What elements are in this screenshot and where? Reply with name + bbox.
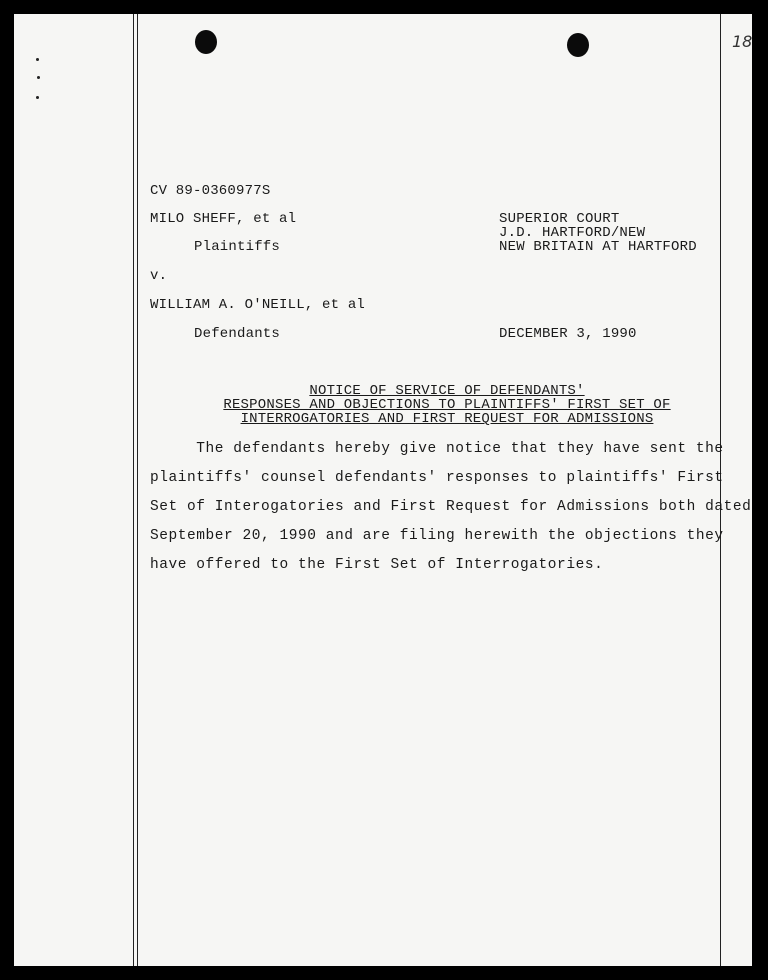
court-line-2: J.D. HARTFORD/NEW xyxy=(499,225,646,241)
defendant-name: WILLIAM A. O'NEILL, et al xyxy=(150,297,366,313)
plaintiff-name: MILO SHEFF, et al xyxy=(150,211,297,227)
left-margin-rule xyxy=(137,14,138,966)
defendant-role: Defendants xyxy=(194,326,281,342)
body-line: have offered to the First Set of Interrogatories. xyxy=(150,557,604,573)
plaintiff-role: Plaintiffs xyxy=(194,239,281,255)
body-line: September 20, 1990 and are filing herewith the objections they xyxy=(150,528,724,544)
court-line-3: NEW BRITAIN AT HARTFORD xyxy=(499,239,697,255)
left-margin-rule xyxy=(133,14,134,966)
body-line: The defendants hereby give notice that they have sent the xyxy=(150,441,724,457)
title-line-1: NOTICE OF SERVICE OF DEFENDANTS' xyxy=(309,383,585,399)
speck xyxy=(36,96,39,99)
punch-hole xyxy=(195,30,217,54)
right-margin-rule xyxy=(720,14,721,966)
title-line-3: INTERROGATORIES AND FIRST REQUEST FOR ADMISSIONS xyxy=(240,411,654,427)
versus: v. xyxy=(150,268,168,284)
page-number: 18 xyxy=(732,32,753,51)
title-line-2: RESPONSES AND OBJECTIONS TO PLAINTIFFS' FIRST SET OF xyxy=(223,397,671,413)
body-line: Set of Interogatories and First Request for Admissions both dated xyxy=(150,499,752,515)
speck xyxy=(37,76,40,79)
filing-date: DECEMBER 3, 1990 xyxy=(499,326,637,342)
body-line: plaintiffs' counsel defendants' responses to plaintiffs' First xyxy=(150,470,724,486)
docket-number: CV 89-0360977S xyxy=(150,183,271,199)
document-page xyxy=(14,14,752,966)
punch-hole xyxy=(567,33,589,57)
court-line-1: SUPERIOR COURT xyxy=(499,211,620,227)
speck xyxy=(36,58,39,61)
